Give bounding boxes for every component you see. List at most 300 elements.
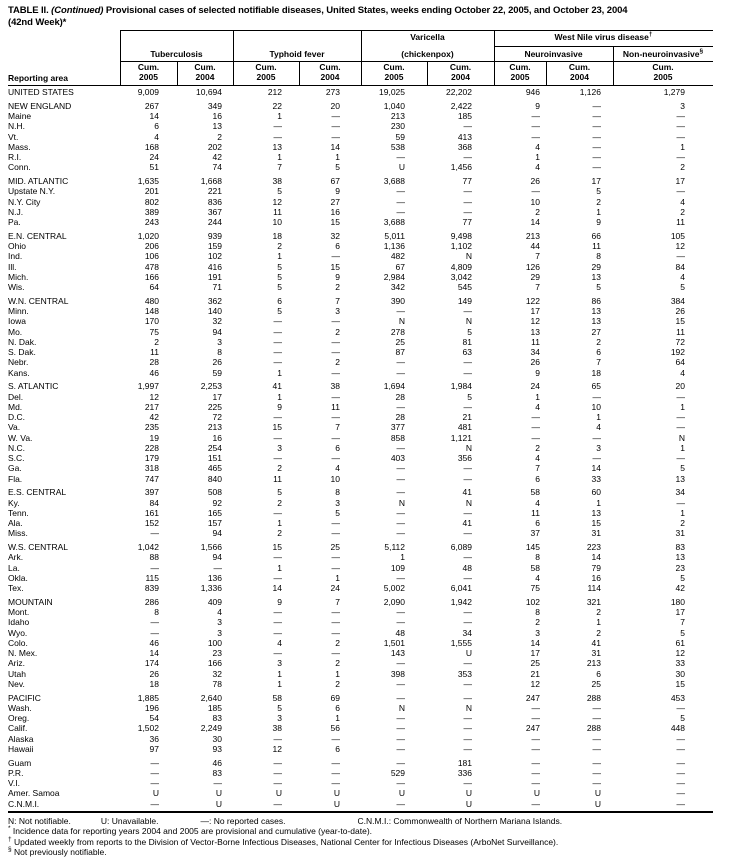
value-cell: — <box>396 367 405 378</box>
value-cell: 14 <box>149 111 159 121</box>
value-cell: 7 <box>335 295 340 306</box>
value-cell: 1 <box>335 668 340 679</box>
value-cell: 84 <box>149 497 159 508</box>
value-cell: 78 <box>212 678 222 689</box>
value-cell: 228 <box>144 442 159 453</box>
value-cell: 34 <box>675 487 685 498</box>
column-header-cum: Cum. 2005 <box>652 62 674 82</box>
value-cell: 28 <box>149 357 159 368</box>
value-cell: 5 <box>277 271 282 282</box>
value-cell: 9 <box>596 217 601 227</box>
value-cell: 1,042 <box>137 542 159 552</box>
table-row-region <box>8 87 713 97</box>
footnote-section-text: Not previously notifiable. <box>14 846 107 857</box>
value-cell: 67 <box>395 261 405 272</box>
value-cell: — <box>396 206 405 217</box>
footnote-star-text: Incidence data for reporting years 2004 and 2005 are provisional and cumulative (year-to-date). <box>12 826 373 837</box>
value-cell: 1 <box>596 412 601 422</box>
value-cell: 16 <box>212 432 222 443</box>
value-cell: — <box>463 678 472 689</box>
page-title <box>8 5 733 29</box>
table-row <box>8 453 713 463</box>
value-cell: — <box>396 572 405 583</box>
table-row <box>8 121 713 131</box>
value-cell: — <box>531 767 540 778</box>
value-cell: 106 <box>144 251 159 262</box>
value-cell: U <box>333 788 340 799</box>
footnote-legend-item: —: No reported cases. <box>200 816 286 826</box>
value-cell: 26 <box>149 668 159 679</box>
value-cell: 3,688 <box>383 176 405 186</box>
table-row <box>8 744 713 754</box>
value-cell: 1,020 <box>137 230 159 241</box>
value-cell: U <box>152 788 159 799</box>
value-cell: 13 <box>530 326 540 337</box>
value-cell: 1 <box>277 367 282 378</box>
value-cell: — <box>592 713 601 723</box>
table-row <box>8 552 713 562</box>
value-cell: 59 <box>212 367 222 378</box>
value-cell: 1,997 <box>137 381 159 392</box>
value-cell: 179 <box>144 453 159 463</box>
value-cell: 9 <box>277 401 282 412</box>
value-cell: — <box>273 121 282 132</box>
value-cell: 362 <box>207 295 222 306</box>
value-cell: 32 <box>212 668 222 679</box>
value-cell: — <box>396 692 405 703</box>
value-cell: 1,501 <box>383 637 405 648</box>
value-cell: — <box>463 713 472 723</box>
value-cell: 1 <box>596 497 601 508</box>
reporting-area-cell: Ark. <box>8 552 24 563</box>
value-cell: 1 <box>335 713 340 723</box>
value-cell: — <box>396 442 405 453</box>
value-cell: — <box>463 572 472 583</box>
value-cell: 51 <box>149 162 159 173</box>
reporting-area-cell: Nebr. <box>8 357 29 368</box>
value-cell: — <box>463 401 472 412</box>
value-cell: — <box>273 798 282 809</box>
value-cell: 14 <box>330 141 340 152</box>
value-cell: 10,694 <box>196 87 222 97</box>
value-cell: 58 <box>272 692 282 703</box>
reporting-area-cell: Tex. <box>8 583 24 593</box>
value-cell: 54 <box>149 713 159 723</box>
reporting-area-cell: V.I. <box>8 778 20 788</box>
value-cell: — <box>676 422 685 433</box>
value-cell: 747 <box>144 473 159 484</box>
value-cell: 6 <box>535 518 540 528</box>
table-row <box>8 799 713 809</box>
value-cell: 1,668 <box>200 176 222 186</box>
value-cell: 46 <box>149 367 159 378</box>
value-cell: 11 <box>273 206 282 217</box>
reporting-area-cell: Mont. <box>8 607 30 617</box>
value-cell: 2 <box>335 658 340 669</box>
table-row <box>8 412 713 422</box>
value-cell: 2,984 <box>383 271 405 282</box>
table-row <box>8 186 713 196</box>
value-cell: 367 <box>207 206 222 217</box>
reporting-area-cell: D.C. <box>8 412 25 422</box>
table-row <box>8 162 713 172</box>
value-cell: 126 <box>525 261 540 272</box>
value-cell: 397 <box>144 487 159 498</box>
value-cell: — <box>273 627 282 638</box>
value-cell: — <box>150 798 159 809</box>
table-row <box>8 306 713 316</box>
table-row <box>8 669 713 679</box>
value-cell: 14 <box>530 637 540 648</box>
value-cell: 31 <box>591 528 601 539</box>
value-cell: — <box>463 121 472 132</box>
value-cell: 1 <box>535 391 540 402</box>
value-cell: N <box>398 497 405 508</box>
value-cell: U <box>398 162 405 173</box>
value-cell: — <box>676 412 685 422</box>
value-cell: — <box>531 702 540 713</box>
table-row <box>8 758 713 768</box>
value-cell: — <box>150 562 159 573</box>
value-cell: — <box>273 347 282 357</box>
reporting-area-cell: Nev. <box>8 678 25 689</box>
table-row <box>8 713 713 723</box>
value-cell: 17 <box>212 391 222 402</box>
table-row <box>8 316 713 326</box>
value-cell: 318 <box>144 463 159 474</box>
value-cell: 174 <box>144 658 159 669</box>
value-cell: 2 <box>154 336 159 347</box>
value-cell: — <box>273 757 282 768</box>
value-cell: — <box>396 152 405 162</box>
table-row <box>8 433 713 443</box>
value-cell: 7 <box>680 617 685 628</box>
value-cell: 349 <box>207 100 222 111</box>
value-cell: 7 <box>535 463 540 474</box>
value-cell: 170 <box>144 316 159 327</box>
title-continued: (Continued) <box>51 5 104 16</box>
value-cell: — <box>150 617 159 628</box>
table-row <box>8 679 713 689</box>
value-cell: — <box>463 733 472 744</box>
table-row <box>8 583 713 593</box>
value-cell: 149 <box>457 295 472 306</box>
value-cell: 230 <box>390 121 405 132</box>
value-cell: 15 <box>272 422 282 433</box>
value-cell: 2 <box>217 131 222 142</box>
reporting-area-cell: NEW ENGLAND <box>8 100 72 111</box>
value-cell: 1,121 <box>450 432 472 443</box>
star-marker: * <box>8 825 11 833</box>
value-cell: 6,041 <box>450 583 472 593</box>
value-cell: U <box>215 798 222 809</box>
column-header-cum: Cum. 2004 <box>319 62 341 82</box>
value-cell: 3 <box>277 442 282 453</box>
value-cell: — <box>396 357 405 368</box>
value-cell: — <box>396 743 405 754</box>
value-cell: — <box>331 648 340 658</box>
value-cell: 15 <box>272 542 282 552</box>
value-cell: 12 <box>530 678 540 689</box>
value-cell: — <box>463 507 472 518</box>
value-cell: 14 <box>272 583 282 593</box>
value-cell: 21 <box>462 412 472 422</box>
value-cell: 145 <box>525 542 540 552</box>
reporting-area-cell: Ohio <box>8 241 26 251</box>
footnote-legend <box>8 816 730 826</box>
value-cell: 206 <box>144 241 159 251</box>
value-cell: — <box>396 678 405 689</box>
value-cell: — <box>463 778 472 788</box>
value-cell: 1,555 <box>450 637 472 648</box>
value-cell: 1 <box>596 206 601 217</box>
footnote-dagger-text: Updated weekly from reports to the Division of Vector-Borne Infectious Diseases, National Center for Infectious Diseases (ArboNet Surveillance). <box>14 836 559 847</box>
value-cell: 13 <box>591 306 601 316</box>
value-cell: — <box>592 391 601 402</box>
value-cell: 7 <box>277 162 282 173</box>
value-cell: — <box>273 767 282 778</box>
value-cell: 1 <box>277 668 282 679</box>
value-cell: 278 <box>390 326 405 337</box>
table-row <box>8 768 713 778</box>
value-cell: 12 <box>675 648 685 658</box>
value-cell: 19,025 <box>379 87 405 97</box>
value-cell: 102 <box>207 251 222 262</box>
reporting-area-cell: Del. <box>8 391 24 402</box>
value-cell: — <box>463 463 472 474</box>
value-cell: 3 <box>335 497 340 508</box>
reporting-area-cell: N. Mex. <box>8 648 38 658</box>
value-cell: — <box>331 627 340 638</box>
reporting-area-cell: W.N. CENTRAL <box>8 295 69 306</box>
table-row <box>8 327 713 337</box>
value-cell: 1 <box>277 678 282 689</box>
reporting-area-cell: S. ATLANTIC <box>8 381 59 392</box>
value-cell: 115 <box>145 572 159 583</box>
value-cell: 213 <box>207 422 222 433</box>
value-cell: 9 <box>277 596 282 607</box>
value-cell: 4 <box>535 497 540 508</box>
table-row-region <box>8 542 713 552</box>
value-cell: 34 <box>462 627 472 638</box>
value-cell: 83 <box>212 713 222 723</box>
value-cell: — <box>396 196 405 207</box>
value-cell: — <box>213 562 222 573</box>
table-row <box>8 272 713 282</box>
value-cell: — <box>396 658 405 669</box>
value-cell: — <box>592 702 601 713</box>
value-cell: 14 <box>530 217 540 227</box>
value-cell: 79 <box>591 562 601 573</box>
value-cell: — <box>396 401 405 412</box>
value-cell: — <box>331 562 340 573</box>
value-cell: 26 <box>675 306 685 316</box>
section-marker: § <box>8 846 12 854</box>
reporting-area-cell: Mass. <box>8 141 31 152</box>
value-cell: 6 <box>335 241 340 251</box>
value-cell: 29 <box>530 271 540 282</box>
table-body <box>8 87 713 809</box>
value-cell: 368 <box>457 141 472 152</box>
value-cell: — <box>396 778 405 788</box>
value-cell: 2 <box>277 241 282 251</box>
value-cell: 72 <box>675 336 685 347</box>
value-cell: 2 <box>596 196 601 207</box>
value-cell: 18 <box>272 230 282 241</box>
footnote-legend-item: N: Not notifiable. <box>8 816 71 826</box>
reporting-area-cell: N. Dak. <box>8 336 37 347</box>
reporting-area-cell: Guam <box>8 757 32 768</box>
value-cell: — <box>396 723 405 734</box>
value-cell: 41 <box>462 487 472 498</box>
value-cell: 13 <box>212 121 222 132</box>
value-cell: 63 <box>462 347 472 357</box>
reporting-area-cell: MID. ATLANTIC <box>8 176 69 186</box>
header-neuroinvasive: Neuroinvasive <box>524 49 583 59</box>
value-cell: 180 <box>670 596 685 607</box>
value-cell: 4 <box>535 162 540 173</box>
value-cell: 22,202 <box>446 87 472 97</box>
value-cell: 2 <box>596 336 601 347</box>
value-cell: — <box>592 743 601 754</box>
value-cell: — <box>150 528 159 539</box>
value-cell: 8 <box>335 487 340 498</box>
value-cell: 217 <box>144 401 159 412</box>
value-cell: 5 <box>277 306 282 316</box>
value-cell: 21 <box>530 668 540 679</box>
value-cell: — <box>331 453 340 463</box>
value-cell: 191 <box>207 271 222 282</box>
table-row <box>8 357 713 367</box>
value-cell: — <box>531 733 540 744</box>
value-cell: 5,112 <box>384 542 405 552</box>
value-cell: 196 <box>144 702 159 713</box>
footnote-star <box>8 826 730 836</box>
value-cell: — <box>676 733 685 744</box>
value-cell: — <box>331 121 340 132</box>
value-cell: 11 <box>592 241 601 251</box>
value-cell: 7 <box>596 357 601 368</box>
reporting-area-cell: Fla. <box>8 473 23 484</box>
value-cell: 1 <box>277 111 282 121</box>
value-cell: 74 <box>212 162 222 173</box>
value-cell: 9 <box>535 367 540 378</box>
value-cell: N <box>465 442 472 453</box>
value-cell: U <box>398 788 405 799</box>
value-cell: 38 <box>272 176 282 186</box>
value-cell: 2 <box>335 326 340 337</box>
value-cell: 5,002 <box>383 583 405 593</box>
value-cell: 17 <box>675 607 685 617</box>
value-cell: 9 <box>335 186 340 197</box>
value-cell: 88 <box>149 552 159 563</box>
value-cell: 1,694 <box>383 381 405 392</box>
value-cell: 17 <box>675 176 685 186</box>
value-cell: — <box>273 607 282 617</box>
reporting-area-cell: Ind. <box>8 251 23 262</box>
value-cell: — <box>463 152 472 162</box>
value-cell: 38 <box>330 381 340 392</box>
header-west-nile <box>494 32 713 42</box>
value-cell: 267 <box>144 100 159 111</box>
reporting-area-cell: Ill. <box>8 261 17 272</box>
value-cell: 6 <box>535 473 540 484</box>
value-cell: — <box>150 627 159 638</box>
reporting-area-cell: Ga. <box>8 463 22 474</box>
value-cell: — <box>331 518 340 528</box>
table-row <box>8 337 713 347</box>
value-cell: 75 <box>149 326 159 337</box>
value-cell: — <box>531 111 540 121</box>
value-cell: 3 <box>535 627 540 638</box>
value-cell: 12 <box>149 391 159 402</box>
value-cell: 390 <box>390 295 405 306</box>
value-cell: 1,984 <box>450 381 472 392</box>
value-cell: — <box>150 757 159 768</box>
reporting-area-cell: Md. <box>8 401 23 412</box>
value-cell: 24 <box>330 583 340 593</box>
value-cell: 5,011 <box>384 230 405 241</box>
value-cell: 2 <box>535 442 540 453</box>
value-cell: 7 <box>335 422 340 433</box>
value-cell: — <box>676 788 685 799</box>
value-cell: 1 <box>680 442 685 453</box>
value-cell: 213 <box>525 230 540 241</box>
value-cell: 7 <box>535 251 540 262</box>
value-cell: 11 <box>531 507 540 518</box>
value-cell: 5 <box>467 326 472 337</box>
value-cell: 6 <box>335 442 340 453</box>
value-cell: 2,249 <box>200 723 222 734</box>
value-cell: — <box>331 607 340 617</box>
value-cell: 25 <box>330 542 340 552</box>
value-cell: 1,456 <box>450 162 472 173</box>
value-cell: 16 <box>591 572 601 583</box>
value-cell: 3 <box>335 306 340 316</box>
value-cell: 802 <box>144 196 159 207</box>
value-cell: U <box>533 788 540 799</box>
value-cell: 59 <box>395 131 405 142</box>
value-cell: — <box>273 648 282 658</box>
footnote-legend-item: C.N.M.I.: Commonwealth of Northern Mariana Islands. <box>357 816 563 826</box>
value-cell: — <box>463 743 472 754</box>
value-cell: 481 <box>457 422 472 433</box>
value-cell: 15 <box>675 316 685 327</box>
value-cell: 94 <box>212 528 222 539</box>
value-cell: — <box>592 432 601 443</box>
value-cell: 37 <box>530 528 540 539</box>
value-cell: — <box>676 757 685 768</box>
value-cell: — <box>531 186 540 197</box>
value-cell: — <box>592 757 601 768</box>
value-cell: — <box>331 316 340 327</box>
value-cell: 5 <box>335 162 340 173</box>
value-cell: — <box>331 412 340 422</box>
value-cell: 77 <box>462 217 472 227</box>
value-cell: 23 <box>212 648 222 658</box>
value-cell: — <box>592 141 601 152</box>
table-row <box>8 347 713 357</box>
value-cell: 8 <box>217 347 222 357</box>
value-cell: 4 <box>535 401 540 412</box>
column-header-cum: Cum. 2005 <box>137 62 160 82</box>
value-cell: 416 <box>207 261 222 272</box>
value-cell: 17 <box>530 306 540 316</box>
value-cell: 69 <box>330 692 340 703</box>
value-cell: N <box>465 702 472 713</box>
reporting-area-cell: Upstate N.Y. <box>8 186 56 197</box>
reporting-area-cell: Wis. <box>8 282 25 292</box>
